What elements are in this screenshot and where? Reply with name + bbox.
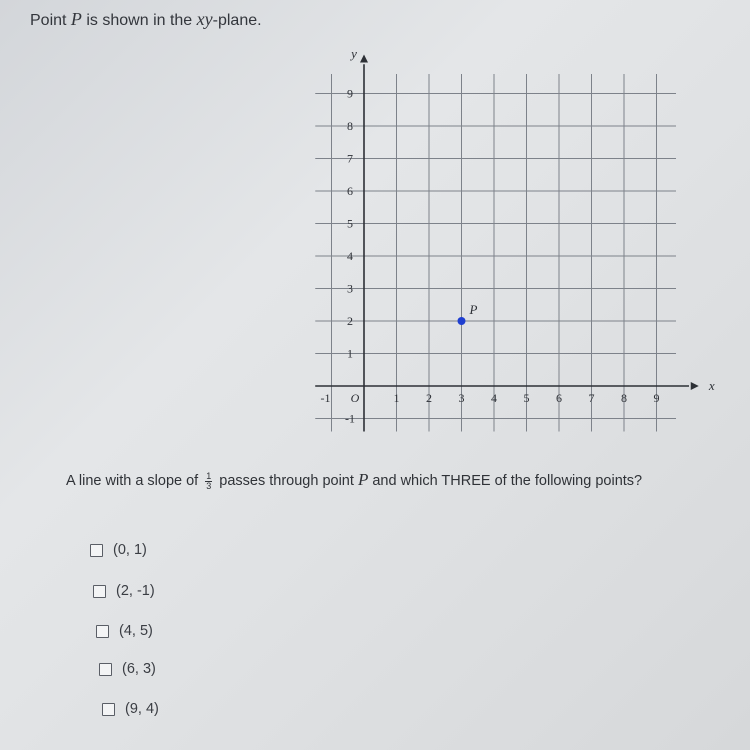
y-tick-label-5: 5 [347,216,353,231]
checkbox[interactable] [96,625,109,638]
x-tick-label-9: 9 [653,391,660,405]
x-tick-label-6: 6 [556,391,562,405]
prompt-plane-var: xy [196,9,213,29]
choice-9-4[interactable] [102,701,159,717]
choice-4-5[interactable] [96,623,153,639]
checkbox[interactable] [90,544,103,557]
x-tick-label-3: 3 [458,391,465,405]
point-p-marker [458,317,466,325]
y-tick-label-8: 8 [347,119,353,133]
checkbox[interactable] [99,663,112,676]
choice-6-3[interactable] [99,661,156,677]
y-tick-label-2: 2 [347,314,353,328]
prompt-suffix: -plane. [212,12,262,29]
slope-denominator: 3 [206,480,212,491]
choice-0-1[interactable] [90,542,147,558]
x-tick-label-7: 7 [588,391,595,405]
x-tick-label-2: 2 [426,391,432,405]
slope-fraction [205,472,212,491]
prompt-middle: is shown in the [81,12,197,29]
y-tick-label-6: 6 [347,184,353,198]
slope-numerator: 1 [206,470,212,481]
choice-label: (9, 4) [125,701,159,717]
x-tick-label-4: 4 [491,391,497,405]
checkbox[interactable] [93,585,106,598]
y-tick-label-7: 7 [347,151,353,166]
x-tick-label-8: 8 [621,391,627,405]
prompt-prefix: Point [30,12,71,29]
y-tick-label-4: 4 [347,249,353,263]
x-axis-arrow [691,382,699,390]
question-point-var: P [357,470,369,489]
question-middle: passes through point [215,473,358,489]
x-tick-label-1: 1 [393,391,400,405]
x-tick-label-5: 5 [523,391,530,405]
y-tick-label-1: 1 [347,346,353,361]
coordinate-graph [300,45,715,440]
x-axis-label: x [708,378,715,393]
choice-label: (4, 5) [119,623,153,639]
origin-label: O [350,391,360,405]
y-axis-label: y [351,45,357,61]
x-tick-label--1: -1 [320,391,331,405]
y-axis-arrow [360,55,368,63]
question-prefix: A line with a slope of [66,473,203,489]
point-p-label: P [469,302,478,317]
choice-label: (0, 1) [113,542,147,558]
checkbox[interactable] [102,703,115,716]
question-text [66,470,642,491]
prompt-point-var: P [70,9,82,29]
prompt-text [30,9,262,30]
choice-label: (6, 3) [122,661,156,677]
y-tick-label--1: -1 [345,411,355,426]
choice-2-neg1[interactable] [93,583,155,599]
y-tick-label-9: 9 [347,86,353,101]
y-tick-label-3: 3 [347,281,353,296]
question-suffix: and which THREE of the following points? [368,473,643,489]
choice-label: (2, -1) [116,583,155,599]
